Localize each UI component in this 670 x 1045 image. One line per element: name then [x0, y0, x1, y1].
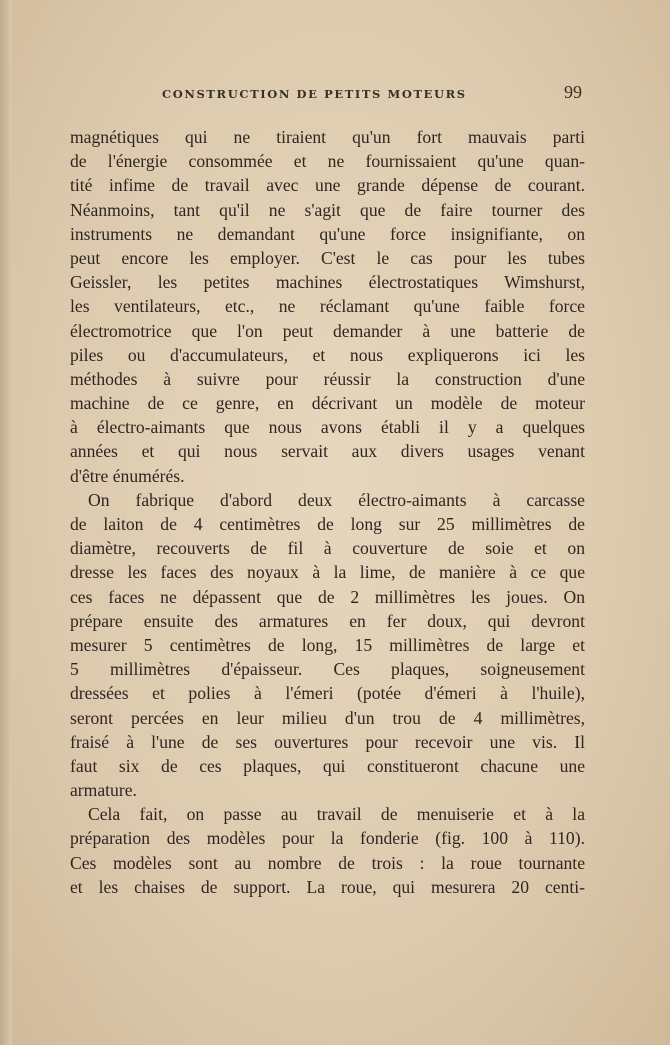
text-line: ces faces ne dépassent que de 2 millimètres les joues. On — [70, 586, 585, 607]
text-line: On fabrique d'abord deux électro-aimants à carcasse — [88, 489, 585, 510]
text-line: seront percées en leur milieu d'un trou de 4 millimètres, — [70, 707, 585, 728]
page-edge-shadow — [0, 0, 12, 1045]
text-line: instruments ne demandant qu'une force insignifiante, on — [70, 223, 585, 244]
text-line: dressées et polies à l'émeri (potée d'émeri à l'huile), — [70, 683, 585, 704]
text-line: Cela fait, on passe au travail de menuiserie et à la — [88, 804, 585, 825]
text-line: Geissler, les petites machines électrostatiques Wimshurst, — [70, 272, 585, 293]
text-line: piles ou d'accumulateurs, et nous expliquerons ici les — [70, 344, 585, 365]
page-number: 99 — [564, 82, 582, 102]
text-line: peut encore les employer. C'est le cas pour les tubes — [70, 247, 585, 268]
text-line: faut six de ces plaques, qui constitueront chacune une — [70, 755, 585, 776]
text-line: électromotrice que l'on peut demander à une batterie de — [70, 320, 585, 341]
text-line: Néanmoins, tant qu'il ne s'agit que de faire tourner des — [70, 199, 585, 220]
text-line: méthodes à suivre pour réussir la construction d'une — [70, 368, 585, 389]
text-line: années et qui nous servait aux divers usages venant — [70, 441, 585, 462]
text-line: 5 millimètres d'épaisseur. Ces plaques, soigneusement — [70, 659, 585, 680]
text-line: dresse les faces des noyaux à la lime, de manière à ce que — [70, 562, 585, 583]
text-line: préparation des modèles pour la fonderie (fig. 100 à 110). — [70, 828, 585, 849]
text-line: diamètre, recouverts de fil à couverture de soie et on — [70, 538, 585, 559]
text-line: les ventilateurs, etc., ne réclamant qu'une faible force — [70, 296, 585, 317]
text-line: d'être énumérés. — [70, 465, 185, 486]
text-line: et les chaises de support. La roue, qui mesurera 20 centi- — [70, 876, 585, 897]
text-line: fraisé à l'une de ses ouvertures pour recevoir une vis. Il — [70, 731, 585, 752]
text-line: Ces modèles sont au nombre de trois : la roue tournante — [70, 852, 585, 873]
text-line: magnétiques qui ne tiraient qu'un fort mauvais parti — [70, 127, 585, 147]
text-line: tité infime de travail avec une grande dépense de courant. — [70, 175, 585, 196]
text-line: armature. — [70, 780, 137, 801]
text-line: mesurer 5 centimètres de long, 15 millimètres de large et — [70, 634, 585, 655]
text-line: à électro-aimants que nous avons établi il y a quelques — [70, 417, 585, 438]
text-line: de l'énergie consommée et ne fournissaient qu'une quan- — [70, 151, 585, 172]
text-line: de laiton de 4 centimètres de long sur 25 millimètres de — [70, 514, 585, 534]
page-header — [70, 82, 582, 106]
body-text — [70, 125, 585, 899]
text-line: machine de ce genre, en décrivant un modèle de moteur — [70, 393, 585, 414]
text-line: prépare ensuite des armatures en fer doux, qui devront — [70, 610, 585, 631]
running-title: CONSTRUCTION DE PETITS MOTEURS — [162, 87, 467, 101]
